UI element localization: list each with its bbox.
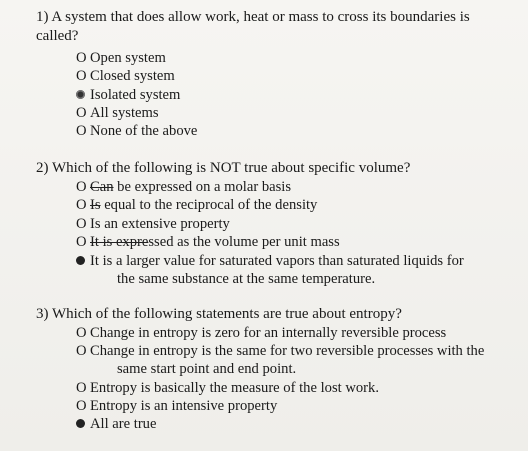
radio-empty-icon[interactable]: O [76,197,87,213]
radio-empty-icon[interactable]: O [76,325,87,341]
radio-empty-icon[interactable]: O [76,216,87,232]
radio-filled-icon[interactable] [76,419,85,428]
radio-empty-icon[interactable]: O [76,105,87,121]
radio-empty-icon[interactable]: O [76,234,87,250]
q2-option-a-struck [76,179,114,195]
q2-option-c-label: Is an extensive property [90,216,230,232]
q1-option-c[interactable] [76,86,180,104]
radio-empty-icon[interactable]: O [76,179,87,195]
q2-option-a[interactable] [76,178,291,196]
radio-empty-icon[interactable]: O [76,50,87,66]
q2-option-d-struck-text: It is expre [90,234,149,250]
q2-option-e-label: It is a larger value for saturated vapors than saturated liquids for [90,253,464,269]
q3-option-b-cont: same start point and end point. [117,361,297,377]
q1-option-b[interactable] [76,67,175,85]
q3-option-b[interactable] [76,342,484,360]
q1-option-d-label: All systems [90,105,159,121]
q3-option-d-label: Entropy is an intensive property [90,398,278,414]
radio-empty-icon[interactable]: O [76,123,87,139]
q3-option-d[interactable] [76,397,277,415]
q2-option-d[interactable] [76,233,340,251]
question-3-text: 3) Which of the following statements are true about entropy? [36,306,402,322]
q1-option-e-label: None of the above [90,123,198,139]
radio-empty-icon[interactable]: O [76,380,87,396]
q2-option-d-label: ssed as the volume per unit mass [148,234,340,250]
q3-option-e[interactable] [76,415,156,433]
q2-option-b-struck [76,197,101,213]
q2-option-e[interactable] [76,252,464,270]
q2-option-a-struck-text: Can [90,179,114,195]
q3-option-c[interactable] [76,379,379,397]
q2-option-b-struck-text: Is [90,197,101,213]
radio-filled-icon[interactable] [76,90,85,99]
radio-empty-icon[interactable]: O [76,398,87,414]
q2-option-b[interactable] [76,196,317,214]
q1-option-a-label: Open system [90,50,166,66]
q1-option-a[interactable] [76,49,166,67]
q3-option-a[interactable] [76,324,446,342]
radio-empty-icon[interactable]: O [76,68,87,84]
radio-empty-icon[interactable]: O [76,343,87,359]
q2-option-a-label: be expressed on a molar basis [113,179,292,195]
question-2-text: 2) Which of the following is NOT true about specific volume? [36,160,411,176]
q2-option-c[interactable] [76,215,230,233]
q3-option-c-label: Entropy is basically the measure of the lost work. [90,380,379,396]
q2-option-e-cont: the same substance at the same temperature. [117,271,376,287]
question-1-text-cont: called? [36,28,79,44]
q2-option-b-label: equal to the reciprocal of the density [100,197,318,213]
q3-option-a-label: Change in entropy is zero for an internally reversible process [90,325,447,341]
q1-option-d[interactable] [76,104,159,122]
radio-filled-icon[interactable] [76,256,85,265]
q3-option-e-label: All are true [90,416,157,432]
q1-option-e[interactable] [76,122,197,140]
q3-option-b-label: Change in entropy is the same for two reversible processes with the [90,343,485,359]
q1-option-b-label: Closed system [90,68,175,84]
question-1-text: 1) A system that does allow work, heat or mass to cross its boundaries is [36,9,470,25]
q2-option-d-struck [76,234,148,250]
q1-option-c-label: Isolated system [90,87,181,103]
